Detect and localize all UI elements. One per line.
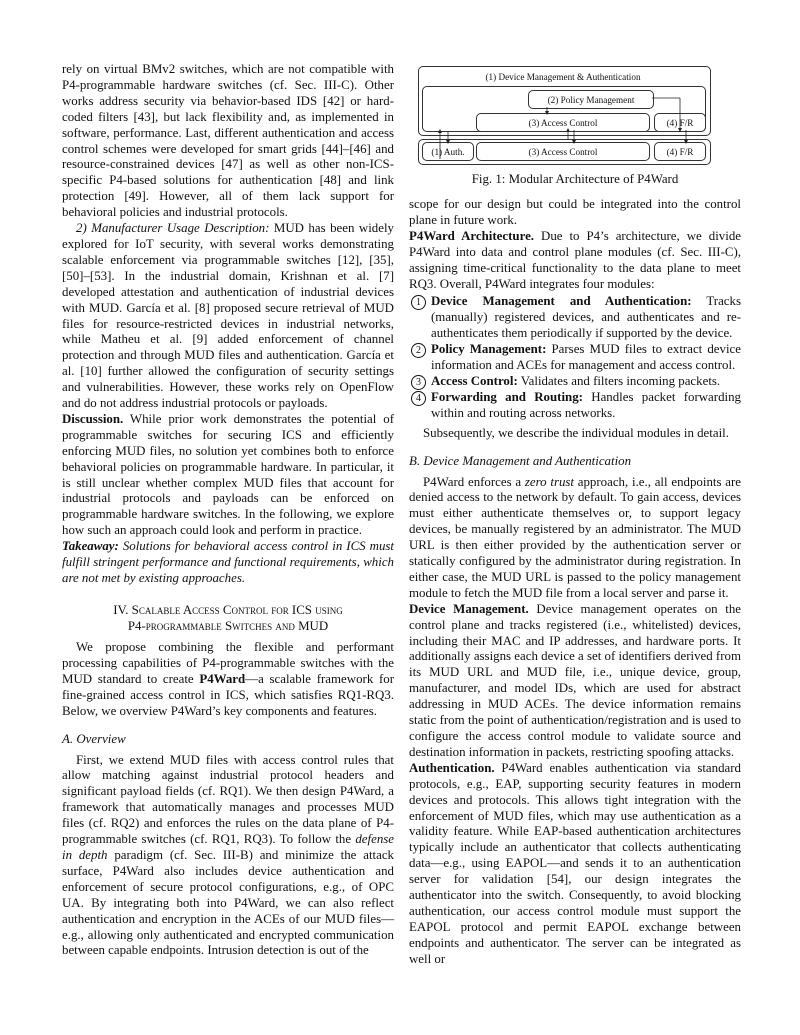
paragraph-text: Due to P4’s architecture, we divide P4Ward into data and control plane modules (cf. Sec. III-C), assigning time-critical functionality to the data plane to meet RQ3. Overall, P4Ward integrates four modules: bbox=[409, 228, 741, 291]
number-badge: 1 bbox=[411, 295, 426, 310]
policy-management-box: (2) Policy Management bbox=[528, 90, 654, 109]
number-badge: 2 bbox=[411, 343, 426, 358]
module-text: Tracks (manually) registered devices, and authenticates and re-authenticates them periodically if supported by the device. bbox=[431, 294, 741, 341]
list-item bbox=[409, 390, 741, 422]
fr-box-control: (4) F/R bbox=[654, 113, 706, 132]
module-text: Handles packet forwarding within and routing across networks. bbox=[431, 389, 741, 420]
subsection-heading: A. Overview bbox=[62, 731, 126, 746]
architecture-figure bbox=[418, 66, 711, 166]
paragraph-text: MUD has been widely explored for IoT security, with several works demonstrating scalable enforcement via programmable switches [12], [35], [50]–[53]. In the industrial domain, Krishnan et al. [7] developed attestation and authentication of industrial devices with MUD. García et al. [8] proposed secure retrieval of MUD files for resource-restricted devices in industrial networks, while Matheu et al. [9] added enforcement of channel protection and through MUD files and authentication. García et al. [10] further allowed the configuration of security settings and vulnerabilities. However, these works rely on OpenFlow and do not address industrial protocols or payloads. bbox=[62, 221, 394, 411]
list-item bbox=[409, 374, 741, 390]
paragraph-text: P4Ward enables authentication via standard protocols, e.g., EAP, supporting security features in modern devices and protocols. This allows tight integration with the enforcement of MUD files, which may use authentication as a validity feature. While EAP-based authentication architectures typically include an authenticator that collects authenticating data—e.g., using EAPOL—and sends it to an authentication server for validation [54], our design integrates the authenticator into the switch. Consequently, to avoid blocking authentication, our access control module must support the EAPOL protocol and permit EAPOL exchange between endpoints and authenticator. The server can be integrated as well or bbox=[409, 760, 741, 966]
paragraph-text: While prior work demonstrates the potential of programmable switches for securing ICS and efficiently enforcing MUD files, no solution yet combines both to enforce behavioral policies on programmable hardware. In particular, it is still unclear whether complex MUD files that account for industrial protocols and payloads can be enforced on programmable hardware switches. In the following, we explore how such an approach could look and perform in practice. bbox=[62, 411, 394, 538]
paragraph-text: First, we extend MUD files with access control rules that allow matching against industrial protocol headers and significant payload fields (cf. RQ1). We then design P4Ward, a framework that automatically manages and processes MUD files (cf. RQ2) and enforces the rules on the data plane of P4-programmable switches (cf. RQ1, RQ3). To follow the bbox=[62, 752, 394, 847]
paragraph-text: —a scalable framework for fine-grained access control in ICS, which satisfies RQ1-RQ3. Below, we overview P4Ward’s key components and features. bbox=[62, 671, 394, 718]
fr-box-data: (4) F/R bbox=[654, 142, 706, 161]
section-title-line: P4-programmable Switches and MUD bbox=[127, 618, 329, 633]
paragraph-text: paradigm (cf. Sec. III-B) and minimize the attack surface, P4Ward also includes device authentication and enforcement of secure protocol configurations, e.g., of OPC UA. By integrating both into P4Ward, we can also reflect authentication and encryption in the ACEs of our MUD files—e.g., allowing only authenticated and encrypted communication between capable endpoints. Intrusion detection is out of the bbox=[62, 847, 394, 958]
paragraph-text: P4Ward enforces a bbox=[423, 474, 525, 489]
emphasis: zero trust bbox=[524, 474, 574, 489]
number-badge: 3 bbox=[411, 375, 426, 390]
section-title-line: IV. Scalable Access Control for ICS using bbox=[113, 602, 343, 617]
paragraph-heading: Discussion. bbox=[62, 411, 124, 426]
list-item bbox=[409, 294, 741, 342]
module-text: Parses MUD files to extract device information and ACEs for management and access control. bbox=[431, 342, 741, 373]
device-management-box: (1) Device Management & Authentication bbox=[422, 70, 704, 84]
paragraph: scope for our design but could be integrated into the control plane in future work. bbox=[409, 197, 741, 227]
paragraph-text: Device management operates on the control plane and tracks registered (i.e., whitelisted) devices, including their MAC and IP addresses, and hardware ports. It additionally assigns each device a set of identifiers derived from its MUD URL and MUD file, i.e., unique device, group, manufacturer, and model IDs, which are used for abstract addressing in MUD ACEs. The device information remains static from the point of authentication/registration and is used to configure the access control module to validate source and destination information in packets, restricting spoofing attacks. bbox=[409, 601, 742, 759]
module-name: Forwarding and Routing: bbox=[431, 389, 583, 404]
paragraph bbox=[62, 221, 394, 412]
takeaway-text: Solutions for behavioral access control in ICS must fulfill stringent performance and functional requirements, which are not met by existing approaches. bbox=[62, 539, 394, 585]
paragraph bbox=[409, 475, 741, 602]
paragraph-heading: P4Ward Architecture. bbox=[409, 228, 535, 243]
access-control-box-control: (3) Access Control bbox=[476, 113, 650, 132]
module-name: Device Management and Authentication: bbox=[431, 294, 692, 309]
paragraph-heading: Authentication. bbox=[409, 760, 495, 775]
takeaway-heading: Takeaway: bbox=[62, 539, 119, 554]
paragraph bbox=[62, 753, 394, 960]
module-text: Validates and filters incoming packets. bbox=[517, 373, 721, 388]
access-control-box-data: (3) Access Control bbox=[476, 142, 650, 161]
subsection-heading: B. Device Management and Authentication bbox=[409, 453, 632, 468]
paragraph bbox=[409, 602, 741, 761]
paragraph-text: approach, i.e., all endpoints are denied access to the network by default. To gain access, devices must either authenticate themselves or, to support legacy devices, be manually registered by an administrator. The MUD URL is then either provided by the authentication server or statically configured by the administrator during registration. In either case, the MUD URL is passed to the policy management module to fetch the MUD file from a local server and parse it. bbox=[409, 474, 741, 600]
number-badge: 4 bbox=[411, 391, 426, 406]
list-item bbox=[409, 342, 741, 374]
module-name: Access Control: bbox=[431, 373, 518, 388]
figure-caption: Fig. 1: Modular Architecture of P4Ward bbox=[471, 172, 679, 186]
paragraph bbox=[409, 229, 741, 293]
paragraph bbox=[62, 640, 394, 720]
auth-box: (1) Auth. bbox=[422, 142, 474, 161]
paragraph-text: We propose combining the flexible and performant processing capabilities of P4-programmable switches with the MUD standard to create bbox=[62, 640, 394, 686]
module-name: Policy Management: bbox=[431, 342, 547, 357]
emphasis: defense in depth bbox=[62, 832, 394, 862]
paragraph bbox=[409, 761, 741, 968]
paragraph bbox=[62, 412, 394, 539]
takeaway bbox=[62, 539, 394, 587]
subsection-heading: 2) Manufacturer Usage Description: bbox=[76, 221, 270, 236]
right-column bbox=[409, 197, 741, 968]
system-name: P4Ward bbox=[199, 671, 246, 686]
paragraph-heading: Device Management. bbox=[409, 601, 529, 616]
paragraph: Subsequently, we describe the individual modules in detail. bbox=[423, 425, 729, 440]
paragraph: rely on virtual BMv2 switches, which are not compatible with P4-programmable hardware switches (cf. Sec. III-C). Other works address security via behavior-based IDS [42] or hard-coded filters [43], but lack flexibility and, as implemented in software, performance. Last, different authentication and access control schemes were developed for smart grids [44]–[46] and resource-constrained devices [47] as well as other non-ICS-specific P4-based solutions for authentication [48] and link protection [49]. However, all of them lack support for behavioral policies and industrial protocols. bbox=[62, 62, 394, 220]
section-title bbox=[62, 603, 394, 634]
module-list bbox=[409, 294, 741, 421]
left-column bbox=[62, 62, 394, 959]
